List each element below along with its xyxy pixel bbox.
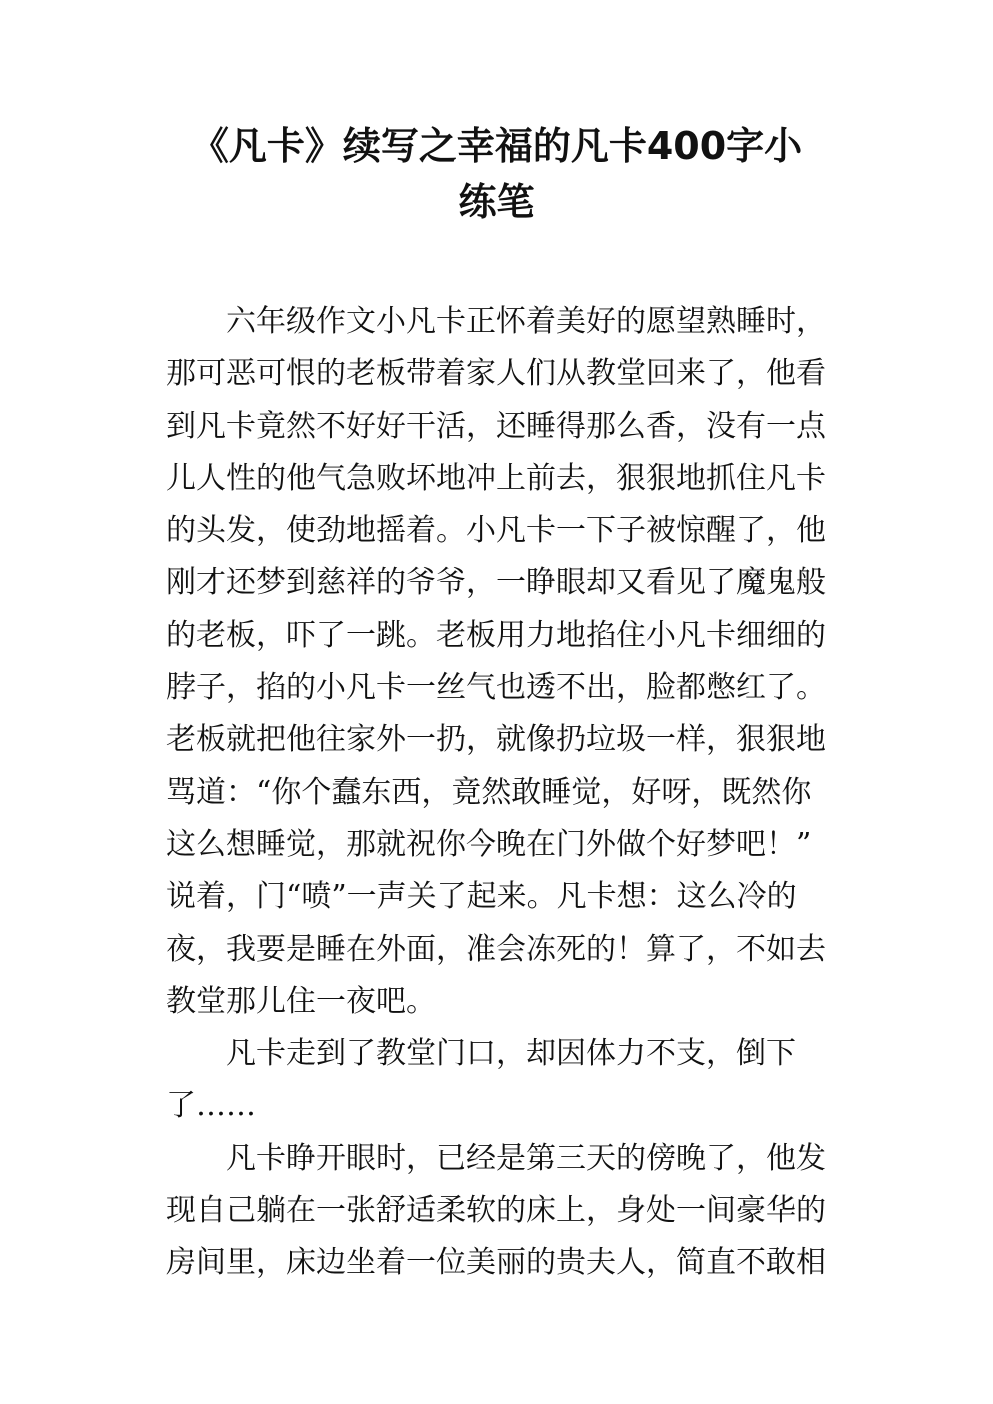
text-line: 的老板，吓了一跳。老板用力地掐住小凡卡细细的 (166, 617, 826, 653)
text-line: 凡卡走到了教堂门口，却因体力不支，倒下 (226, 1036, 796, 1072)
title-line: 《凡卡》续写之幸福的凡卡400字小 (190, 124, 803, 168)
text-line: 儿人性的他气急败坏地冲上前去，狠狠地抓住凡卡 (166, 460, 826, 496)
document-title (150, 118, 843, 230)
paragraph (166, 1028, 828, 1133)
document-body (166, 296, 828, 1290)
text-line: 这么想睡觉，那就祝你今晚在门外做个好梦吧！” (166, 826, 812, 862)
text-line: 到凡卡竟然不好好干活，还睡得那么香，没有一点 (166, 408, 826, 444)
text-line: 六年级作文小凡卡正怀着美好的愿望熟睡时， (226, 304, 826, 339)
text-line: 说着，门“喷”一声关了起来。凡卡想：这么冷的 (166, 879, 797, 915)
text-line: 夜，我要是睡在外面，准会冻死的！算了，不如去 (166, 931, 826, 967)
text-line: 凡卡睁开眼时，已经是第三天的傍晚了，他发 (226, 1140, 826, 1176)
text-line: 那可恶可恨的老板带着家人们从教堂回来了，他看 (166, 356, 826, 392)
text-line: 骂道：“你个蠢东西，竟然敢睡觉，好呀，既然你 (166, 774, 812, 810)
text-line: 老板就把他往家外一扔，就像扔垃圾一样，狠狠地 (166, 722, 826, 758)
paragraph (166, 296, 828, 1028)
text-line: 刚才还梦到慈祥的爷爷，一睁眼却又看见了魔鬼般 (166, 565, 826, 601)
text-line: 脖子，掐的小凡卡一丝气也透不出，脸都憋红了。 (166, 670, 826, 706)
text-line: 房间里，床边坐着一位美丽的贵夫人，简直不敢相 (166, 1245, 826, 1281)
title-line: 练笔 (458, 180, 535, 224)
text-line: 了…… (166, 1088, 256, 1124)
text-line: 现自己躺在一张舒适柔软的床上，身处一间豪华的 (166, 1193, 826, 1229)
text-line: 的头发，使劲地摇着。小凡卡一下子被惊醒了，他 (166, 513, 826, 549)
paragraph (166, 1133, 828, 1290)
text-line: 教堂那儿住一夜吧。 (166, 983, 436, 1019)
